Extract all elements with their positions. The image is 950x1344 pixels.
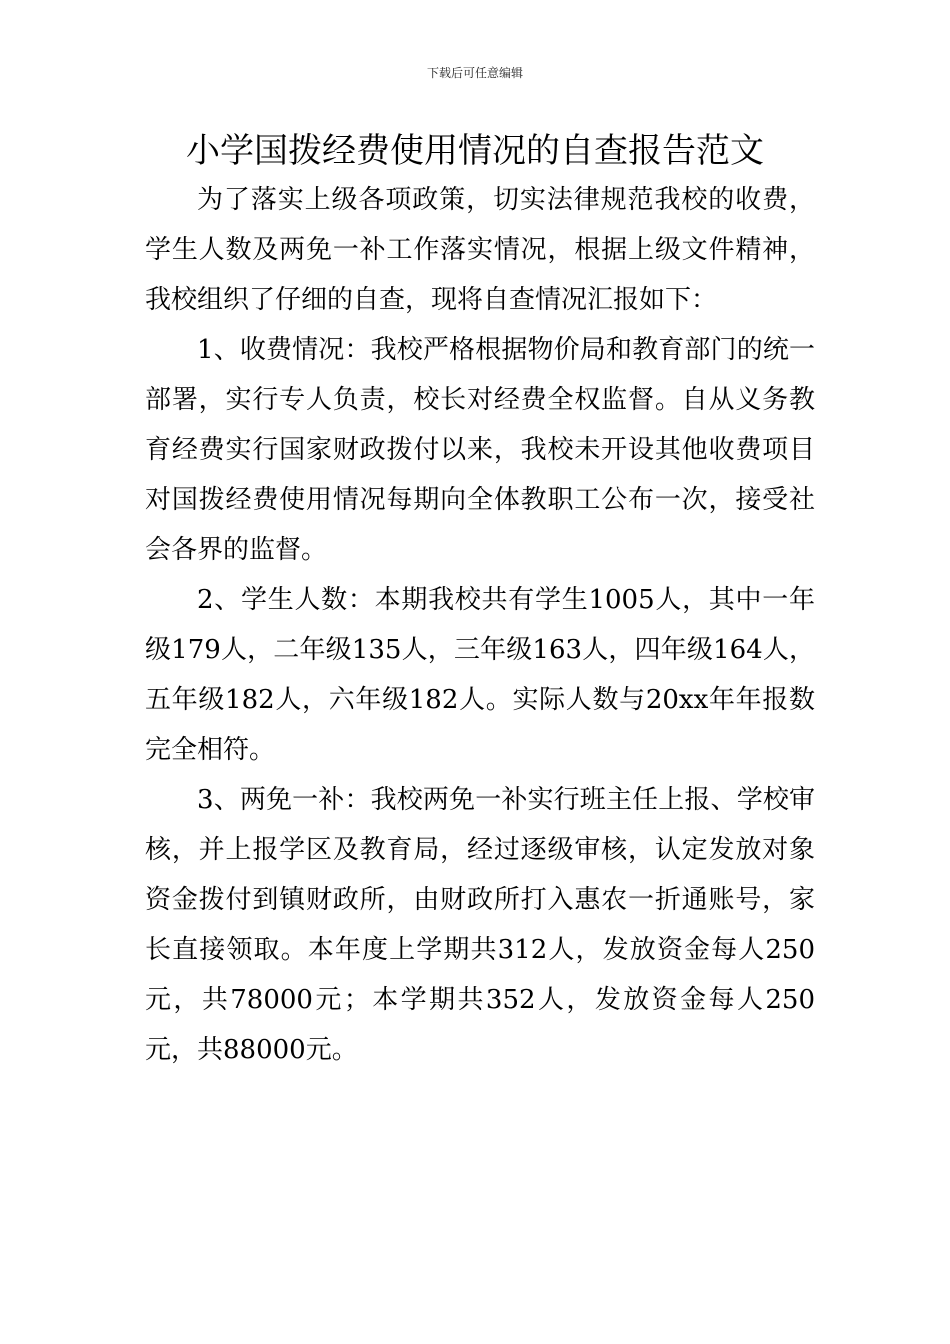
subsidy-paragraph: 3、两免一补：我校两免一补实行班主任上报、学校审核，并上报学区及教育局，经过逐级审核，认定发放对象资金拨付到镇财政所，由财政所打入惠农一折通账号，家长直接领取。本年度上学期共312人，发放资金每人250元，共78000元；本学期共352人，发放资金每人250元，共88000元。 bbox=[145, 785, 815, 1065]
document-body bbox=[145, 175, 815, 1075]
intro-paragraph: 为了落实上级各项政策，切实法律规范我校的收费，学生人数及两免一补工作落实情况，根据上级文件精神，我校组织了仔细的自查，现将自查情况汇报如下： bbox=[145, 185, 815, 315]
header-note: 下载后可任意编辑 bbox=[426, 66, 523, 80]
document-title: 小学国拨经费使用情况的自查报告范文 bbox=[186, 131, 764, 171]
student-count-paragraph: 2、学生人数：本期我校共有学生1005人，其中一年级179人，二年级135人，三年级163人，四年级164人，五年级182人，六年级182人。实际人数与20xx年年报数完全相符。 bbox=[145, 585, 815, 765]
fees-paragraph: 1、收费情况：我校严格根据物价局和教育部门的统一部署，实行专人负责，校长对经费全权监督。自从义务教育经费实行国家财政拨付以来，我校未开设其他收费项目对国拨经费使用情况每期向全体教职工公布一次，接受社会各界的监督。 bbox=[145, 335, 815, 565]
